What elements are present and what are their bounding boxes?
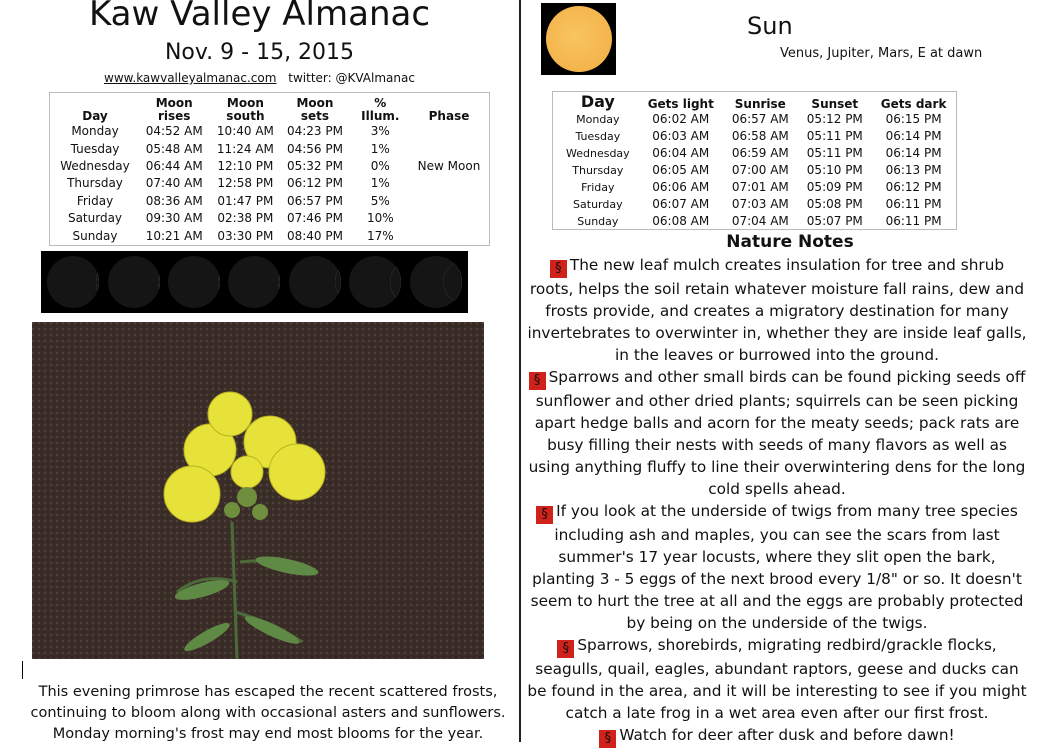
caption-line: Monday morning's frost may end most blooms for the year.	[52, 726, 484, 742]
table-cell: 12:58 PM	[217, 176, 274, 191]
table-cell: 07:00 AM	[731, 163, 789, 177]
moon-header-rises: Moon rises	[155, 96, 193, 123]
table-cell	[409, 193, 489, 210]
table-cell: 06:14 PM	[885, 129, 942, 143]
section-mark-icon: §	[557, 640, 574, 658]
table-cell: 06:13 PM	[885, 163, 942, 177]
table-cell: 06:04 AM	[652, 146, 710, 160]
table-cell: 17%	[366, 228, 394, 243]
nature-note-text: Sparrows, shorebirds, migrating redbird/grackle flocks, seagulls, quail, eagles, abundant raptors, geese and ducks can be found in the area, and it will be interesting to see if you might catch a late frog in a wet area even after our first frost.	[527, 636, 1027, 722]
table-cell: 06:58 AM	[731, 129, 789, 143]
moon-table	[54, 95, 489, 245]
table-cell: 06:03 AM	[652, 129, 710, 143]
table-cell: 04:52 AM	[145, 124, 203, 139]
moon-phase-icon	[410, 256, 462, 308]
table-row	[557, 179, 955, 196]
nature-note	[527, 500, 1027, 634]
table-cell: 07:01 AM	[731, 180, 789, 194]
sun-table-header	[557, 92, 955, 111]
table-cell: 01:47 PM	[217, 193, 274, 208]
table-cell: Tuesday	[70, 141, 120, 156]
evening-primrose-photo	[32, 322, 484, 659]
table-cell: 06:08 AM	[652, 214, 710, 228]
table-cell: 05:07 PM	[806, 214, 863, 228]
nature-note-text: Sparrows and other small birds can be found picking seeds off sunflower and other dried plants; squirrels can be seen picking apart hedge balls and acorn for the meaty seeds; pack rats are busy filling their nests with seeds of many flavors as well as using anything fluffy to line their overwintering dens for the long cold spells ahead.	[528, 368, 1026, 498]
caption-line: This evening primrose has escaped the recent scattered frosts,	[38, 684, 498, 700]
table-cell: 09:30 AM	[145, 211, 203, 226]
table-cell: 05:10 PM	[806, 163, 863, 177]
table-cell: 06:12 PM	[286, 176, 343, 191]
table-cell: 08:36 AM	[145, 193, 203, 208]
sun-header-sunset: Sunset	[811, 97, 859, 111]
table-cell: 10:40 AM	[216, 124, 274, 139]
table-cell: 08:40 PM	[286, 228, 343, 243]
section-mark-icon: §	[529, 372, 546, 390]
almanac-title: Kaw Valley Almanac	[88, 0, 431, 34]
table-cell: 0%	[370, 158, 390, 173]
table-cell: 06:07 AM	[652, 197, 710, 211]
sun-disc-icon	[546, 6, 612, 72]
table-cell: 10%	[366, 211, 394, 226]
nature-note	[527, 254, 1027, 366]
sun-header-gets-dark: Gets dark	[880, 97, 947, 111]
table-row	[557, 111, 955, 128]
table-cell: 02:38 PM	[217, 211, 274, 226]
planets-note: Venus, Jupiter, Mars, E at dawn	[780, 46, 983, 61]
table-cell: Wednesday	[60, 158, 130, 173]
table-cell	[409, 175, 489, 192]
twitter-handle: twitter: @KVAlmanac	[288, 71, 415, 85]
table-row	[557, 196, 955, 213]
table-cell: 1%	[370, 176, 390, 191]
table-cell: 07:40 AM	[145, 176, 203, 191]
moon-header-day: Day	[82, 109, 108, 123]
date-range: Nov. 9 - 15, 2015	[164, 40, 355, 65]
moon-phase-icon	[349, 256, 401, 308]
moon-phase-icon	[47, 256, 99, 308]
nature-notes-title: Nature Notes	[726, 232, 854, 252]
sun-image	[541, 3, 616, 75]
table-cell: Thursday	[67, 176, 123, 191]
table-cell: 07:03 AM	[731, 197, 789, 211]
table-cell: Tuesday	[575, 130, 621, 143]
table-cell: 04:23 PM	[286, 124, 343, 139]
table-cell: 07:04 AM	[731, 214, 789, 228]
table-cell	[409, 140, 489, 157]
table-row	[54, 123, 489, 140]
table-cell: 05:09 PM	[806, 180, 863, 194]
section-mark-icon: §	[550, 260, 567, 278]
moon-lit-portion	[96, 256, 99, 308]
nature-note	[527, 724, 1027, 748]
table-cell: 06:02 AM	[652, 112, 710, 126]
nature-note	[527, 634, 1027, 724]
moon-lit-portion	[390, 256, 401, 308]
section-mark-icon: §	[536, 506, 553, 524]
table-row	[557, 213, 955, 230]
nature-note-text: Watch for deer after dusk and before dawn!	[619, 726, 955, 744]
table-cell: 04:56 PM	[286, 141, 343, 156]
moon-header-sets: Moon sets	[296, 96, 334, 123]
table-cell: 06:15 PM	[885, 112, 942, 126]
moon-table-header	[54, 95, 489, 123]
sun-header-sunrise: Sunrise	[734, 97, 786, 111]
table-cell: 05:11 PM	[806, 146, 863, 160]
moon-phase-icon	[108, 256, 160, 308]
table-cell: Sunday	[577, 215, 619, 228]
table-cell: 06:11 PM	[885, 214, 942, 228]
sun-table	[557, 92, 955, 230]
table-cell: Friday	[581, 181, 615, 194]
table-cell: 05:12 PM	[806, 112, 863, 126]
table-cell	[409, 210, 489, 227]
website-link[interactable]: www.kawvalleyalmanac.com	[104, 71, 277, 85]
table-cell: Saturday	[67, 211, 123, 226]
table-cell: Monday	[71, 124, 119, 139]
table-row	[557, 162, 955, 179]
table-cell: 06:12 PM	[885, 180, 942, 194]
sun-table-box	[552, 91, 957, 230]
table-cell: 11:24 AM	[216, 141, 274, 156]
table-cell: 05:32 PM	[286, 158, 343, 173]
table-cell: Sunday	[72, 228, 118, 243]
table-cell: 05:08 PM	[806, 197, 863, 211]
cursor-caret	[22, 661, 23, 679]
table-cell: 06:05 AM	[652, 163, 710, 177]
table-cell: 5%	[370, 193, 390, 208]
moon-lit-portion	[278, 256, 280, 308]
moon-lit-portion	[218, 256, 220, 308]
table-cell: 1%	[370, 141, 390, 156]
table-cell: Monday	[576, 113, 620, 126]
table-row	[54, 210, 489, 227]
moon-header-phase: Phase	[428, 109, 470, 123]
moon-lit-portion	[158, 256, 160, 308]
nature-notes	[527, 254, 1027, 748]
table-cell: 06:14 PM	[885, 146, 942, 160]
table-cell: 06:57 PM	[286, 193, 343, 208]
moon-lit-portion	[443, 256, 462, 308]
table-cell: 06:44 AM	[145, 158, 203, 173]
table-cell	[409, 227, 489, 244]
table-cell: Wednesday	[566, 147, 630, 160]
moon-phase-strip	[41, 251, 468, 313]
nature-note-text: If you look at the underside of twigs from many tree species including ash and maples, you can see the scars from last summer's 17 year locusts, where they slit open the bark, planting 3 - 5 eggs of the next brood every 1/8" or so. It doesn't seem to hurt the tree at all and the eggs are probably protected by being on the underside of the twigs.	[530, 502, 1024, 632]
page-divider	[519, 0, 521, 742]
table-cell: 10:21 AM	[145, 228, 203, 243]
moon-lit-portion	[335, 256, 341, 308]
moon-phase-icon	[289, 256, 341, 308]
sun-header-day: Day	[580, 92, 615, 111]
table-cell: 06:11 PM	[885, 197, 942, 211]
section-mark-icon: §	[599, 730, 616, 748]
table-cell: New Moon	[417, 158, 481, 173]
sun-heading: Sun	[747, 12, 793, 40]
table-cell: 07:46 PM	[286, 211, 343, 226]
nature-note-text: The new leaf mulch creates insulation for tree and shrub roots, helps the soil retain whatever moisture fall rains, dew and frosts provide, and creates a migratory destination for many invertebrates to overwinter in, whether they are inside leaf galls, in the leaves or burrowed into the ground.	[527, 256, 1027, 364]
table-cell: 05:11 PM	[806, 129, 863, 143]
table-row	[54, 193, 489, 210]
nature-note	[527, 366, 1027, 500]
links-line	[0, 71, 519, 85]
table-row	[54, 175, 489, 192]
moon-header-illum: % Illum.	[361, 96, 400, 123]
table-cell: 06:57 AM	[731, 112, 789, 126]
table-cell: Friday	[76, 193, 114, 208]
photo-caption	[0, 682, 536, 745]
primrose-illustration	[32, 322, 484, 659]
moon-phase-icon	[168, 256, 220, 308]
moon-table-box	[49, 92, 490, 246]
table-cell: 06:06 AM	[652, 180, 710, 194]
sun-header-gets-light: Gets light	[647, 97, 714, 111]
moon-phase-icon	[228, 256, 280, 308]
table-cell: Thursday	[572, 164, 624, 177]
table-cell: 03:30 PM	[217, 228, 274, 243]
table-cell	[409, 123, 489, 140]
moon-header-south: Moon south	[226, 96, 265, 123]
table-row	[54, 227, 489, 244]
table-cell: 05:48 AM	[145, 141, 203, 156]
table-cell: 12:10 PM	[217, 158, 274, 173]
table-row	[54, 140, 489, 157]
table-cell: Saturday	[573, 198, 623, 211]
table-cell: 06:59 AM	[731, 146, 789, 160]
caption-line: continuing to bloom along with occasional asters and sunflowers.	[30, 705, 506, 721]
table-row	[557, 128, 955, 145]
table-cell: 3%	[370, 124, 390, 139]
table-row	[557, 145, 955, 162]
table-row	[54, 158, 489, 175]
